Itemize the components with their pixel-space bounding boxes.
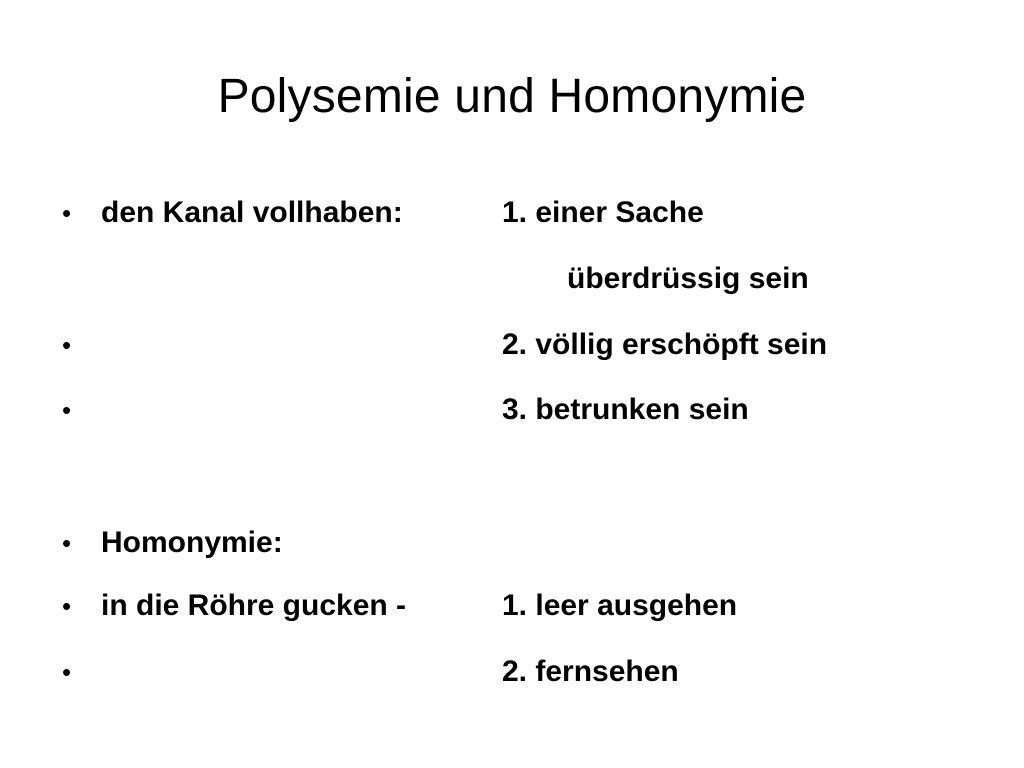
term-homonymie: Homonymie: [101, 526, 283, 559]
meaning-2-fernsehen: 2. fernsehen [502, 655, 679, 688]
bullet-icon: • [62, 591, 72, 621]
bullet-icon: • [62, 395, 72, 425]
term-den-kanal-vollhaben: den Kanal vollhaben: [101, 196, 403, 229]
bullet-icon: • [62, 198, 72, 228]
slide-title: Polysemie und Homonymie [217, 70, 807, 123]
meaning-1-leer-ausgehen: 1. leer ausgehen [502, 589, 738, 622]
bullet-icon: • [62, 657, 72, 687]
bullet-icon: • [62, 528, 72, 558]
meaning-2-voellig-erschoepft: 2. völlig erschöpft sein [502, 328, 828, 361]
term-in-die-roehre-gucken: in die Röhre gucken - [101, 589, 407, 622]
meaning-1-einer-sache: 1. einer Sache [502, 196, 704, 229]
bullet-icon: • [62, 330, 72, 360]
meaning-3-betrunken: 3. betrunken sein [502, 393, 749, 426]
meaning-continuation: überdrüssig sein [567, 262, 809, 295]
